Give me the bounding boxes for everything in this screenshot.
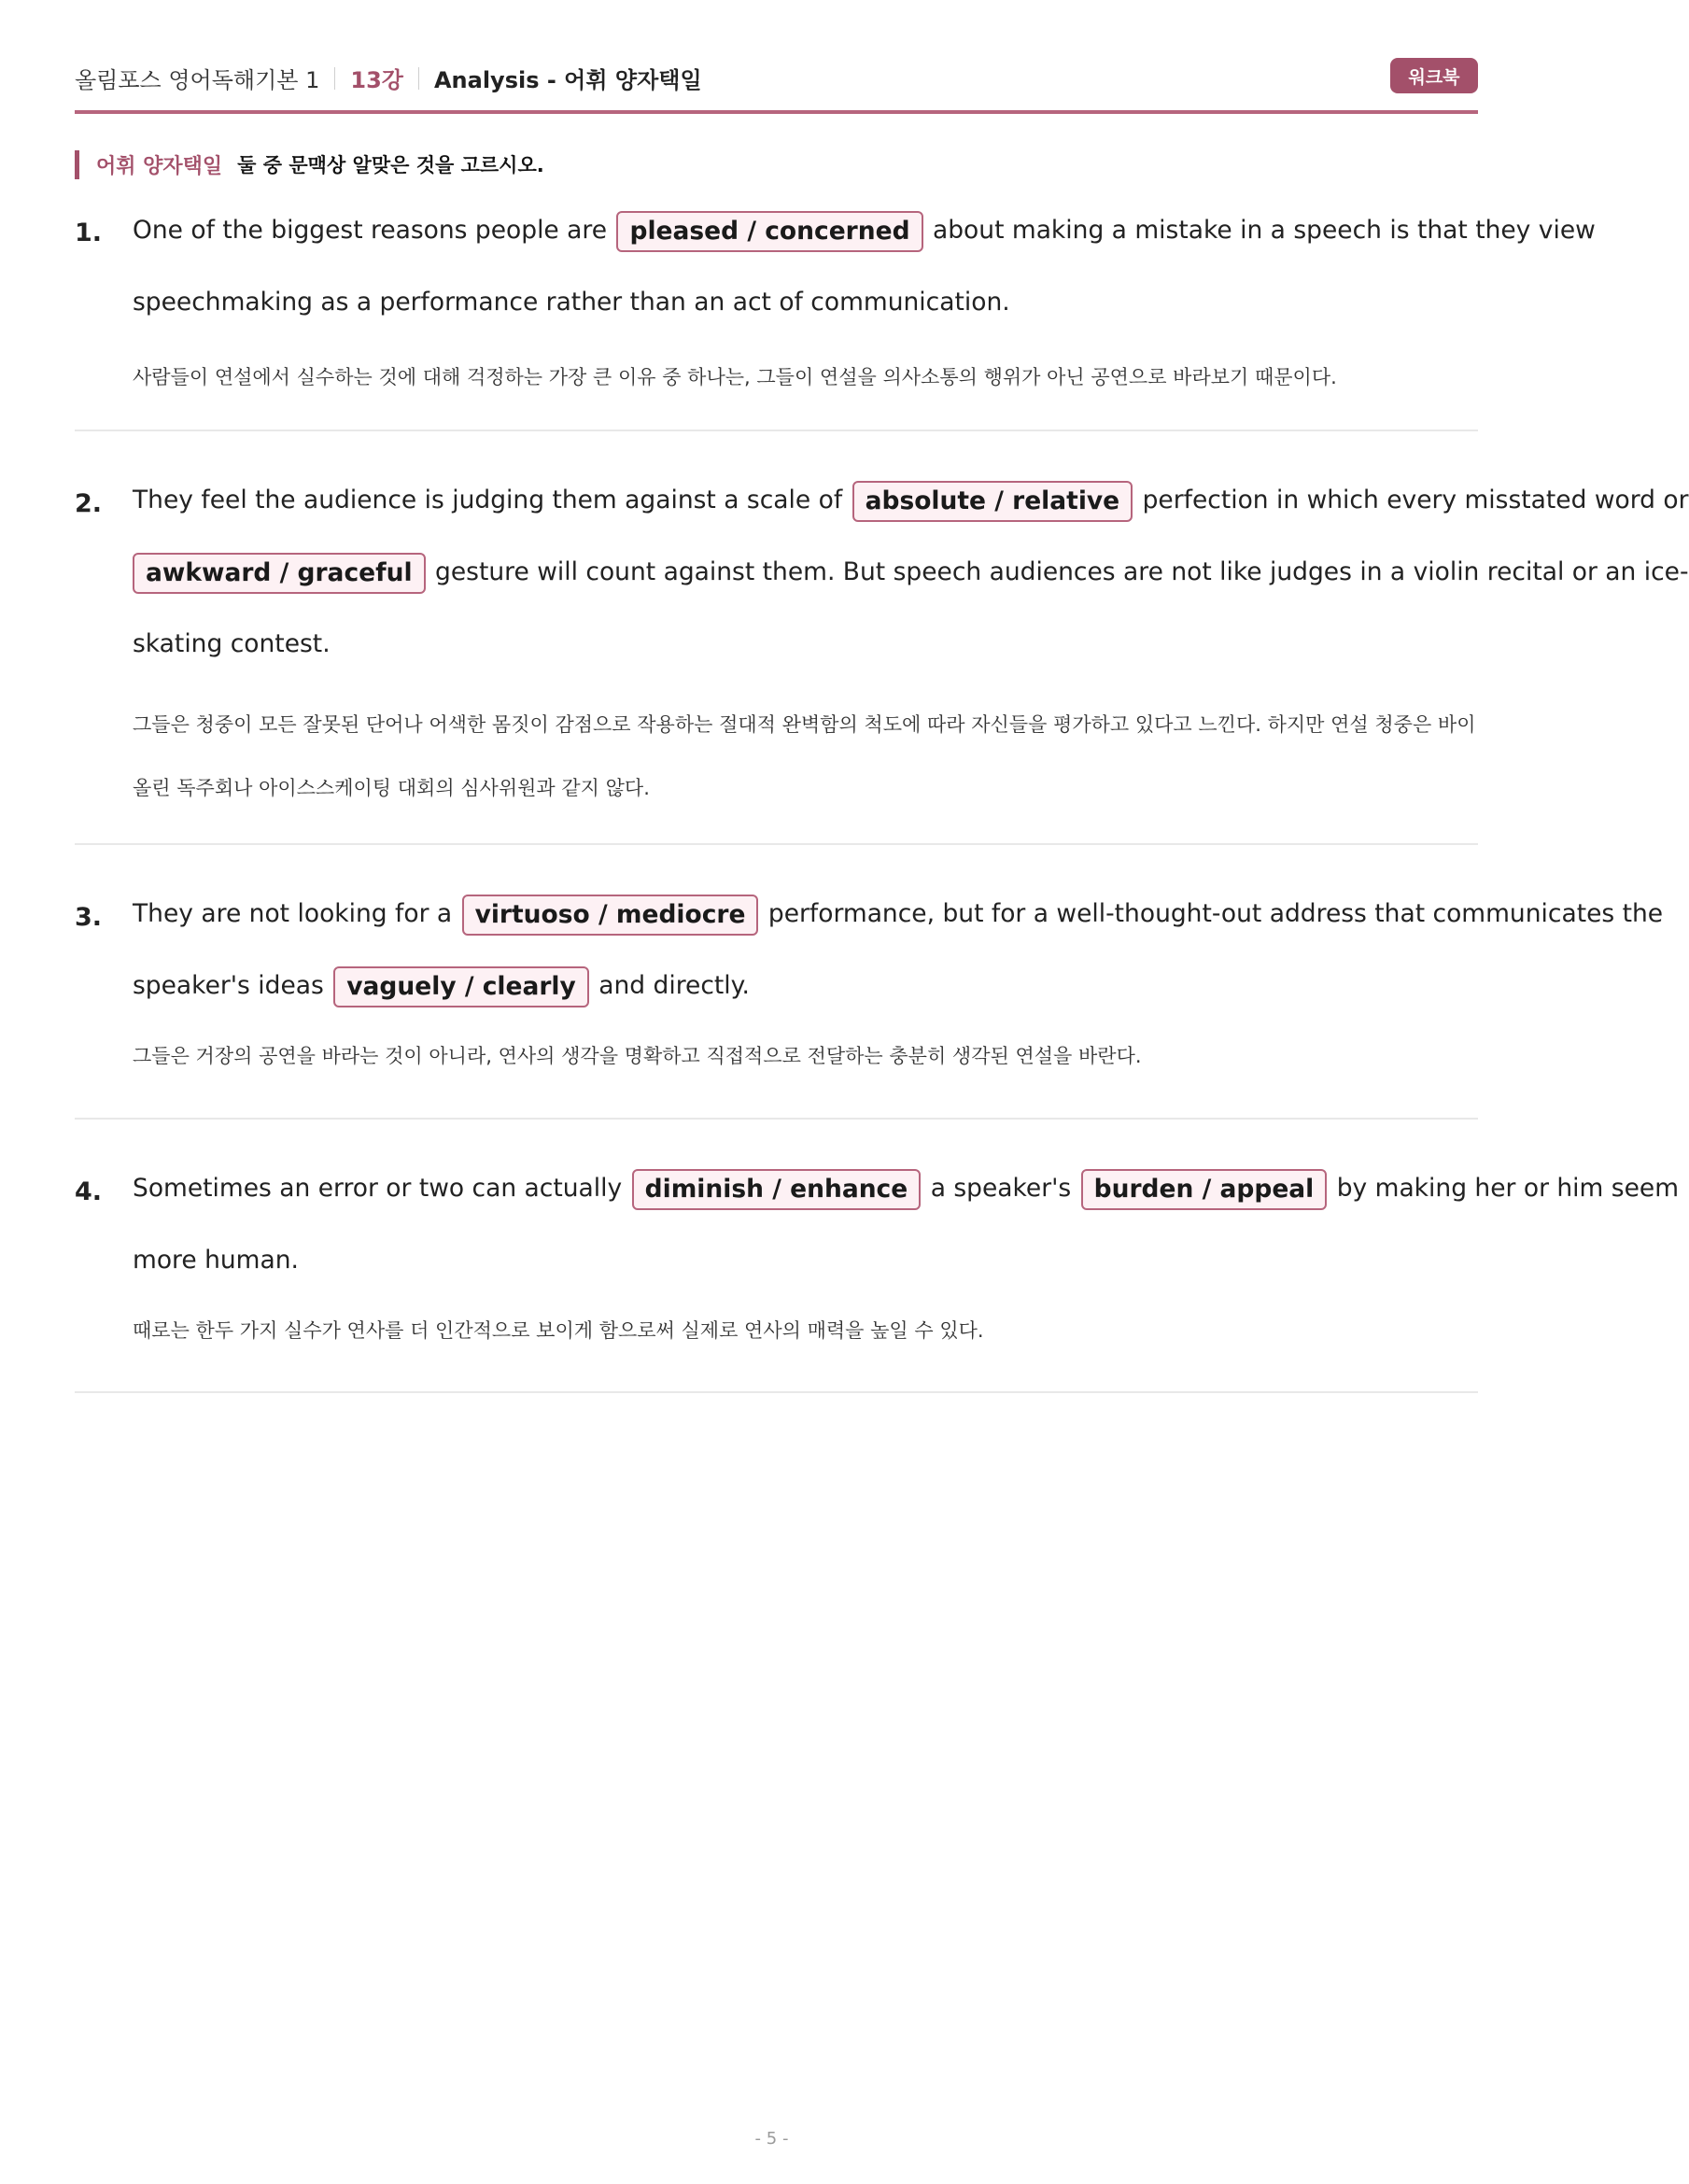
sentence-text: by making her or him seem [1336, 1174, 1680, 1203]
question-number: 1. [75, 218, 103, 247]
sentence-line [133, 464, 1689, 536]
choice-box[interactable]: diminish / enhance [632, 1169, 922, 1210]
translation-line: 그들은 거장의 공연을 바라는 것이 아니라, 연사의 생각을 명확하고 직접적으로 전달하는 충분히 생각된 연설을 바란다. [133, 1045, 1142, 1067]
question-item [75, 194, 1596, 428]
page-number: - 5 - [754, 2129, 789, 2149]
page-title: Analysis - 어휘 양자택일 [433, 67, 702, 93]
lesson-number: 13강 [350, 67, 403, 93]
section-accent-bar [75, 150, 79, 179]
item-divider [75, 843, 1478, 845]
section-heading [75, 149, 544, 179]
sentence-line [133, 194, 1596, 266]
item-divider [75, 430, 1478, 431]
question-item [75, 1157, 1680, 1390]
breadcrumb [75, 62, 702, 94]
sentence-text: speechmaking as a performance rather than an act of communication. [133, 288, 1010, 317]
sentence-line [133, 878, 1664, 950]
question-number: 4. [75, 1177, 103, 1206]
sentence-text: more human. [133, 1246, 299, 1275]
korean-translation [133, 1024, 1478, 1088]
translation-line: 그들은 청중이 모든 잘못된 단어나 어색한 몸짓이 감점으로 작용하는 절대적 완벽함의 척도에 따라 자신들을 평가하고 있다고 느낀다. 하지만 연설 청중은 바이 [133, 713, 1476, 736]
workbook-badge: 워크북 [1390, 58, 1478, 93]
question-sentence [133, 878, 1664, 1022]
sentence-text: speaker's ideas [133, 971, 324, 1000]
sentence-text: gesture will count against them. But speech audiences are not like judges in a violin recital or an ice- [435, 557, 1689, 586]
item-divider [75, 1391, 1478, 1393]
book-title: 올림포스 영어독해기본 1 [75, 67, 320, 93]
choice-box[interactable]: burden / appeal [1081, 1169, 1328, 1210]
question-number: 3. [75, 903, 103, 932]
translation-line: 올린 독주회나 아이스스케이팅 대회의 심사위원과 같지 않다. [133, 777, 650, 799]
sentence-text: skating contest. [133, 629, 331, 658]
korean-translation [133, 345, 1478, 409]
choice-box[interactable]: virtuoso / mediocre [462, 895, 759, 936]
section-instruction: 둘 중 문맥상 알맞은 것을 고르시오. [237, 154, 544, 176]
choice-box[interactable]: pleased / concerned [616, 211, 922, 252]
sentence-line [133, 608, 1478, 680]
question-number: 2. [75, 489, 103, 518]
sentence-text: They are not looking for a [133, 899, 453, 928]
question-item [75, 882, 1664, 1116]
sentence-text: and directly. [598, 971, 750, 1000]
sentence-line [133, 536, 1689, 608]
sentence-text: a speaker's [930, 1174, 1072, 1203]
question-sentence [133, 464, 1689, 680]
choice-box[interactable]: absolute / relative [852, 481, 1133, 522]
sentence-text: performance, but for a well-thought-out address that communicates the [767, 899, 1664, 928]
translation-line: 때로는 한두 가지 실수가 연사를 더 인간적으로 보이게 함으로써 실제로 연사의 매력을 높일 수 있다. [133, 1319, 984, 1342]
item-divider [75, 1118, 1478, 1120]
header-divider [75, 110, 1478, 114]
sentence-text: perfection in which every misstated word or [1142, 486, 1689, 514]
sentence-text: One of the biggest reasons people are [133, 216, 608, 245]
translation-line: 사람들이 연설에서 실수하는 것에 대해 걱정하는 가장 큰 이유 중 하나는, 그들이 연설을 의사소통의 행위가 아닌 공연으로 바라보기 때문이다. [133, 366, 1337, 388]
sentence-line [133, 950, 1478, 1022]
korean-translation [133, 693, 1478, 820]
korean-translation [133, 1299, 1478, 1362]
choice-box[interactable]: awkward / graceful [133, 553, 426, 594]
question-sentence [133, 194, 1596, 338]
choice-box[interactable]: vaguely / clearly [333, 966, 589, 1007]
section-tag: 어휘 양자택일 [96, 154, 223, 178]
question-sentence [133, 1152, 1680, 1296]
page-header [75, 58, 1478, 99]
sentence-text: They feel the audience is judging them against a scale of [133, 486, 843, 514]
sentence-text: Sometimes an error or two can actually [133, 1174, 623, 1203]
sentence-line [133, 1224, 1478, 1296]
question-item [75, 469, 1689, 842]
sentence-text: about making a mistake in a speech is that they view [933, 216, 1596, 245]
breadcrumb-divider [334, 67, 335, 90]
breadcrumb-divider [418, 67, 419, 90]
sentence-line [133, 266, 1478, 338]
sentence-line [133, 1152, 1680, 1224]
